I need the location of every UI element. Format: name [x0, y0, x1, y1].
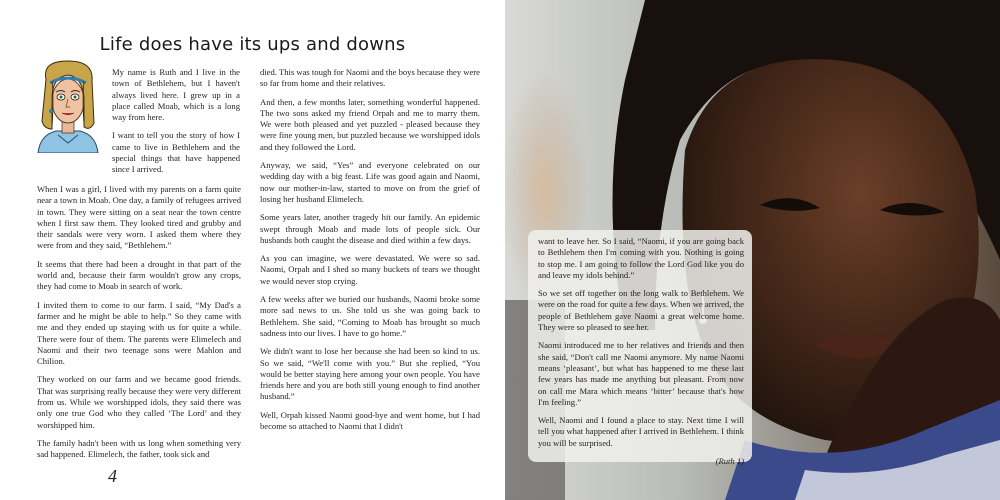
story-paragraph: Some years later, another tragedy hit our family. An epidemic swept through Moab and made lots of people sick. Our husbands both caught the disease and died within a few days.: [260, 212, 480, 245]
story-paragraph: And then, a few months later, something wonderful happened. The two sons asked my friend Orpah and me to marry them. We were both pleased and yet puzzled - pleased because they were fine young men, but puzzled because we worshipped idols and they followed the Lord.: [260, 96, 480, 152]
story-column-right: [260, 67, 480, 439]
story-paragraph: Anyway, we said, “Yes” and everyone celebrated on our wedding day with a big feast. Life was good again and Naomi, now our mother-in-law, started to move on from the grief of losing her husband Elimelech.: [260, 160, 480, 204]
page-title: Life does have its ups and downs: [99, 34, 406, 55]
story-paragraph: I invited them to come to our farm. I said, “My Dad's a farmer and he might be able to help.” So they came with me and they ended up staying with us for quite a while. There were four of them. The parents were Elimelech and Naomi and their two teenage sons were Mahlon and Chilion.: [37, 299, 241, 367]
portrait-photo: [505, 0, 1000, 500]
story-paragraph: They worked on our farm and we became good friends. That was surprising really because they were very different from us. While we worshipped idols, they said there was only one true God who they called ‘The Lord’ and they worshipped him.: [37, 374, 241, 430]
ruth-avatar-icon: [32, 57, 104, 153]
page-number: 4: [108, 466, 117, 486]
story-paragraph: Well, Naomi and I found a place to stay. Next time I will tell you what happened after I arrived in Bethlehem. I think you will be surprised.: [538, 415, 744, 448]
story-paragraph: As you can imagine, we were devastated. We were so sad. Naomi, Orpah and I shed so many buckets of tears we thought we would never stop crying.: [260, 253, 480, 286]
story-paragraph: A few weeks after we buried our husbands, Naomi broke some more sad news to us. She told us she was going back to Bethlehem. She said, “Coming to Moab has brought so much sadness into our lives. I have to go home.”: [260, 294, 480, 338]
scripture-reference: (Ruth 1): [715, 456, 744, 467]
story-paragraph: died. This was tough for Naomi and the boys because they were so far from home and their relatives.: [260, 67, 480, 89]
story-continuation-box: [528, 230, 752, 467]
story-paragraph: We didn't want to lose her because she had been so kind to us. So we said, “We'll come with you.” But she replied, “You would be better staying here among your own people. You have friends here and you are both still young enough to find another husband.”: [260, 346, 480, 402]
story-paragraph: want to leave her. So I said, “Naomi, if you are going back to Bethlehem then I'm coming with you. Nothing is going to stop me. I am going to follow the Lord God like you do and leave my idols behind.”: [538, 236, 744, 280]
story-paragraph: It seems that there had been a drought in that part of the world and, because their farm wouldn't grow any crops, they had come to Moab in search of work.: [37, 258, 241, 292]
intro-paragraph: I want to tell you the story of how I came to live in Bethlehem and the special things that have happened since I arrived.: [112, 130, 240, 175]
story-paragraph: The family hadn't been with us long when something very sad happened. Elimelech, the father, took sick and: [37, 437, 241, 460]
intro-column: [112, 67, 240, 183]
intro-paragraph: My name is Ruth and I live in the town of Bethlehem, but I haven't always lived here. I grew up in a place called Moab, which is a long way from here.: [112, 67, 240, 123]
story-paragraph: When I was a girl, I lived with my parents on a farm quite near a town in Moab. One day, a family of refugees arrived in town. They were sitting on a seat near the town centre when I first saw them. They looked tired and grubby and their sandals were very worn. I asked them where they were from and they said, “Bethlehem.”: [37, 184, 241, 251]
story-paragraph: Well, Orpah kissed Naomi good-bye and went home, but I had become so attached to Naomi that I didn't: [260, 409, 480, 432]
story-column-left: [37, 184, 241, 468]
story-paragraph: Naomi introduced me to her relatives and friends and then she said, “Don't call me Naomi anymore. My name Naomi means ‘pleasant’, but what has happened to me these last few years has made me anything but pleasant. From now on call me Mara which means ‘bitter’ because that's how I'm feeling.”: [538, 340, 744, 407]
story-paragraph: So we set off together on the long walk to Bethlehem. We were on the road for quite a few days. When we arrived, the people of Bethlehem gave Naomi a great welcome home. They were so pleased to see her.: [538, 288, 745, 333]
